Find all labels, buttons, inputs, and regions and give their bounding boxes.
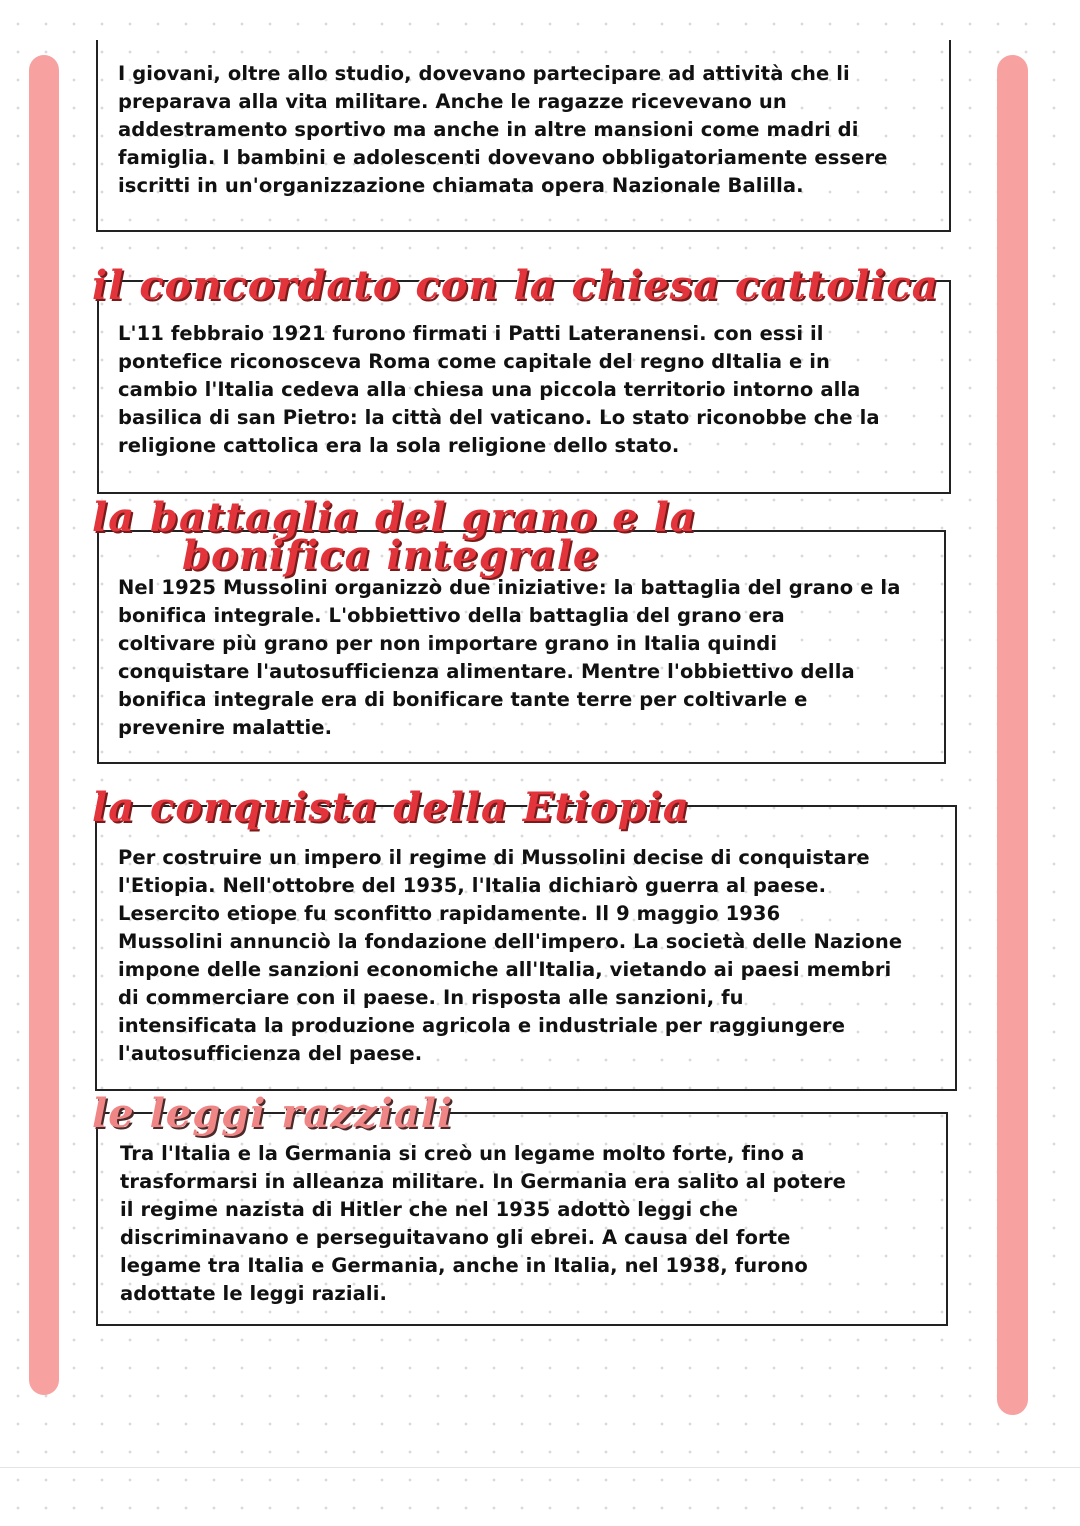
text-line: il regime nazista di Hitler che nel 1935 adottò leggi che — [120, 1198, 739, 1221]
page-bottom-divider — [0, 1467, 1080, 1468]
section-body-gioventu — [118, 60, 888, 200]
text-line: di commerciare con il paese. In risposta alle sanzioni, fu — [118, 986, 744, 1009]
text-line: I giovani, oltre allo studio, dovevano partecipare ad attività che li — [118, 62, 850, 85]
text-line: trasformarsi in alleanza militare. In Germania era salito al potere — [120, 1170, 846, 1193]
text-line: legame tra Italia e Germania, anche in Italia, nel 1938, furono — [120, 1254, 808, 1277]
text-line: coltivare più grano per non importare grano in Italia quindi — [118, 632, 778, 655]
text-line: l'autosufficienza del paese. — [118, 1042, 423, 1065]
text-line: prevenire malattie. — [118, 716, 333, 739]
text-line: intensificata la produzione agricola e industriale per raggiungere — [118, 1014, 846, 1037]
text-line: Mussolini annunciò la fondazione dell'impero. La società delle Nazione — [118, 930, 903, 953]
text-line: discriminavano e perseguitavano gli ebrei. A causa del forte — [120, 1226, 791, 1249]
text-line: Tra l'Italia e la Germania si creò un legame molto forte, fino a — [120, 1142, 805, 1165]
text-line: addestramento sportivo ma anche in altre mansioni come madri di — [118, 118, 859, 141]
section-body-etiopia — [118, 844, 902, 1068]
section-title-etiopia: la conquista della Etiopia — [92, 784, 690, 831]
right-margin-bar — [997, 55, 1028, 1415]
text-line: impone delle sanzioni economiche all'Italia, vietando ai paesi membri — [118, 958, 892, 981]
text-line: religione cattolica era la sola religione dello stato. — [118, 434, 680, 457]
section-title-leggi-razziali: le leggi razziali — [92, 1090, 454, 1137]
text-line: bonifica integrale era di bonificare tante terre per coltivarle e — [118, 688, 808, 711]
left-margin-bar — [29, 55, 59, 1395]
text-line: adottate le leggi raziali. — [120, 1282, 387, 1305]
section-title-battaglia-grano: la battaglia del grano e la — [92, 494, 697, 541]
text-line: iscritti in un'organizzazione chiamata opera Nazionale Balilla. — [118, 174, 804, 197]
text-line: Lesercito etiope fu sconfitto rapidamente. Il 9 maggio 1936 — [118, 902, 781, 925]
text-line: pontefice riconosceva Roma come capitale del regno dItalia e in — [118, 350, 831, 373]
text-line: Per costruire un impero il regime di Mussolini decise di conquistare — [118, 846, 870, 869]
text-line: bonifica integrale. L'obbiettivo della battaglia del grano era — [118, 604, 785, 627]
section-title-concordato: il concordato con la chiesa cattolica — [92, 262, 939, 309]
section-body-concordato — [118, 320, 880, 460]
section-body-leggi-razziali — [120, 1140, 846, 1308]
section-title-bonifica: bonifica integrale — [182, 532, 600, 579]
text-line: L'11 febbraio 1921 furono firmati i Patti Lateranensi. con essi il — [118, 322, 824, 345]
text-line: cambio l'Italia cedeva alla chiesa una piccola territorio intorno alla — [118, 378, 861, 401]
text-line: famiglia. I bambini e adolescenti dovevano obbligatoriamente essere — [118, 146, 888, 169]
section-body-battaglia-grano — [118, 574, 900, 742]
text-line: preparava alla vita militare. Anche le ragazze ricevevano un — [118, 90, 787, 113]
text-line: Nel 1925 Mussolini organizzò due iniziative: la battaglia del grano e la — [118, 576, 901, 599]
text-line: l'Etiopia. Nell'ottobre del 1935, l'Italia dichiarò guerra al paese. — [118, 874, 827, 897]
text-line: conquistare l'autosufficienza alimentare. Mentre l'obbiettivo della — [118, 660, 855, 683]
text-line: basilica di san Pietro: la città del vaticano. Lo stato riconobbe che la — [118, 406, 880, 429]
